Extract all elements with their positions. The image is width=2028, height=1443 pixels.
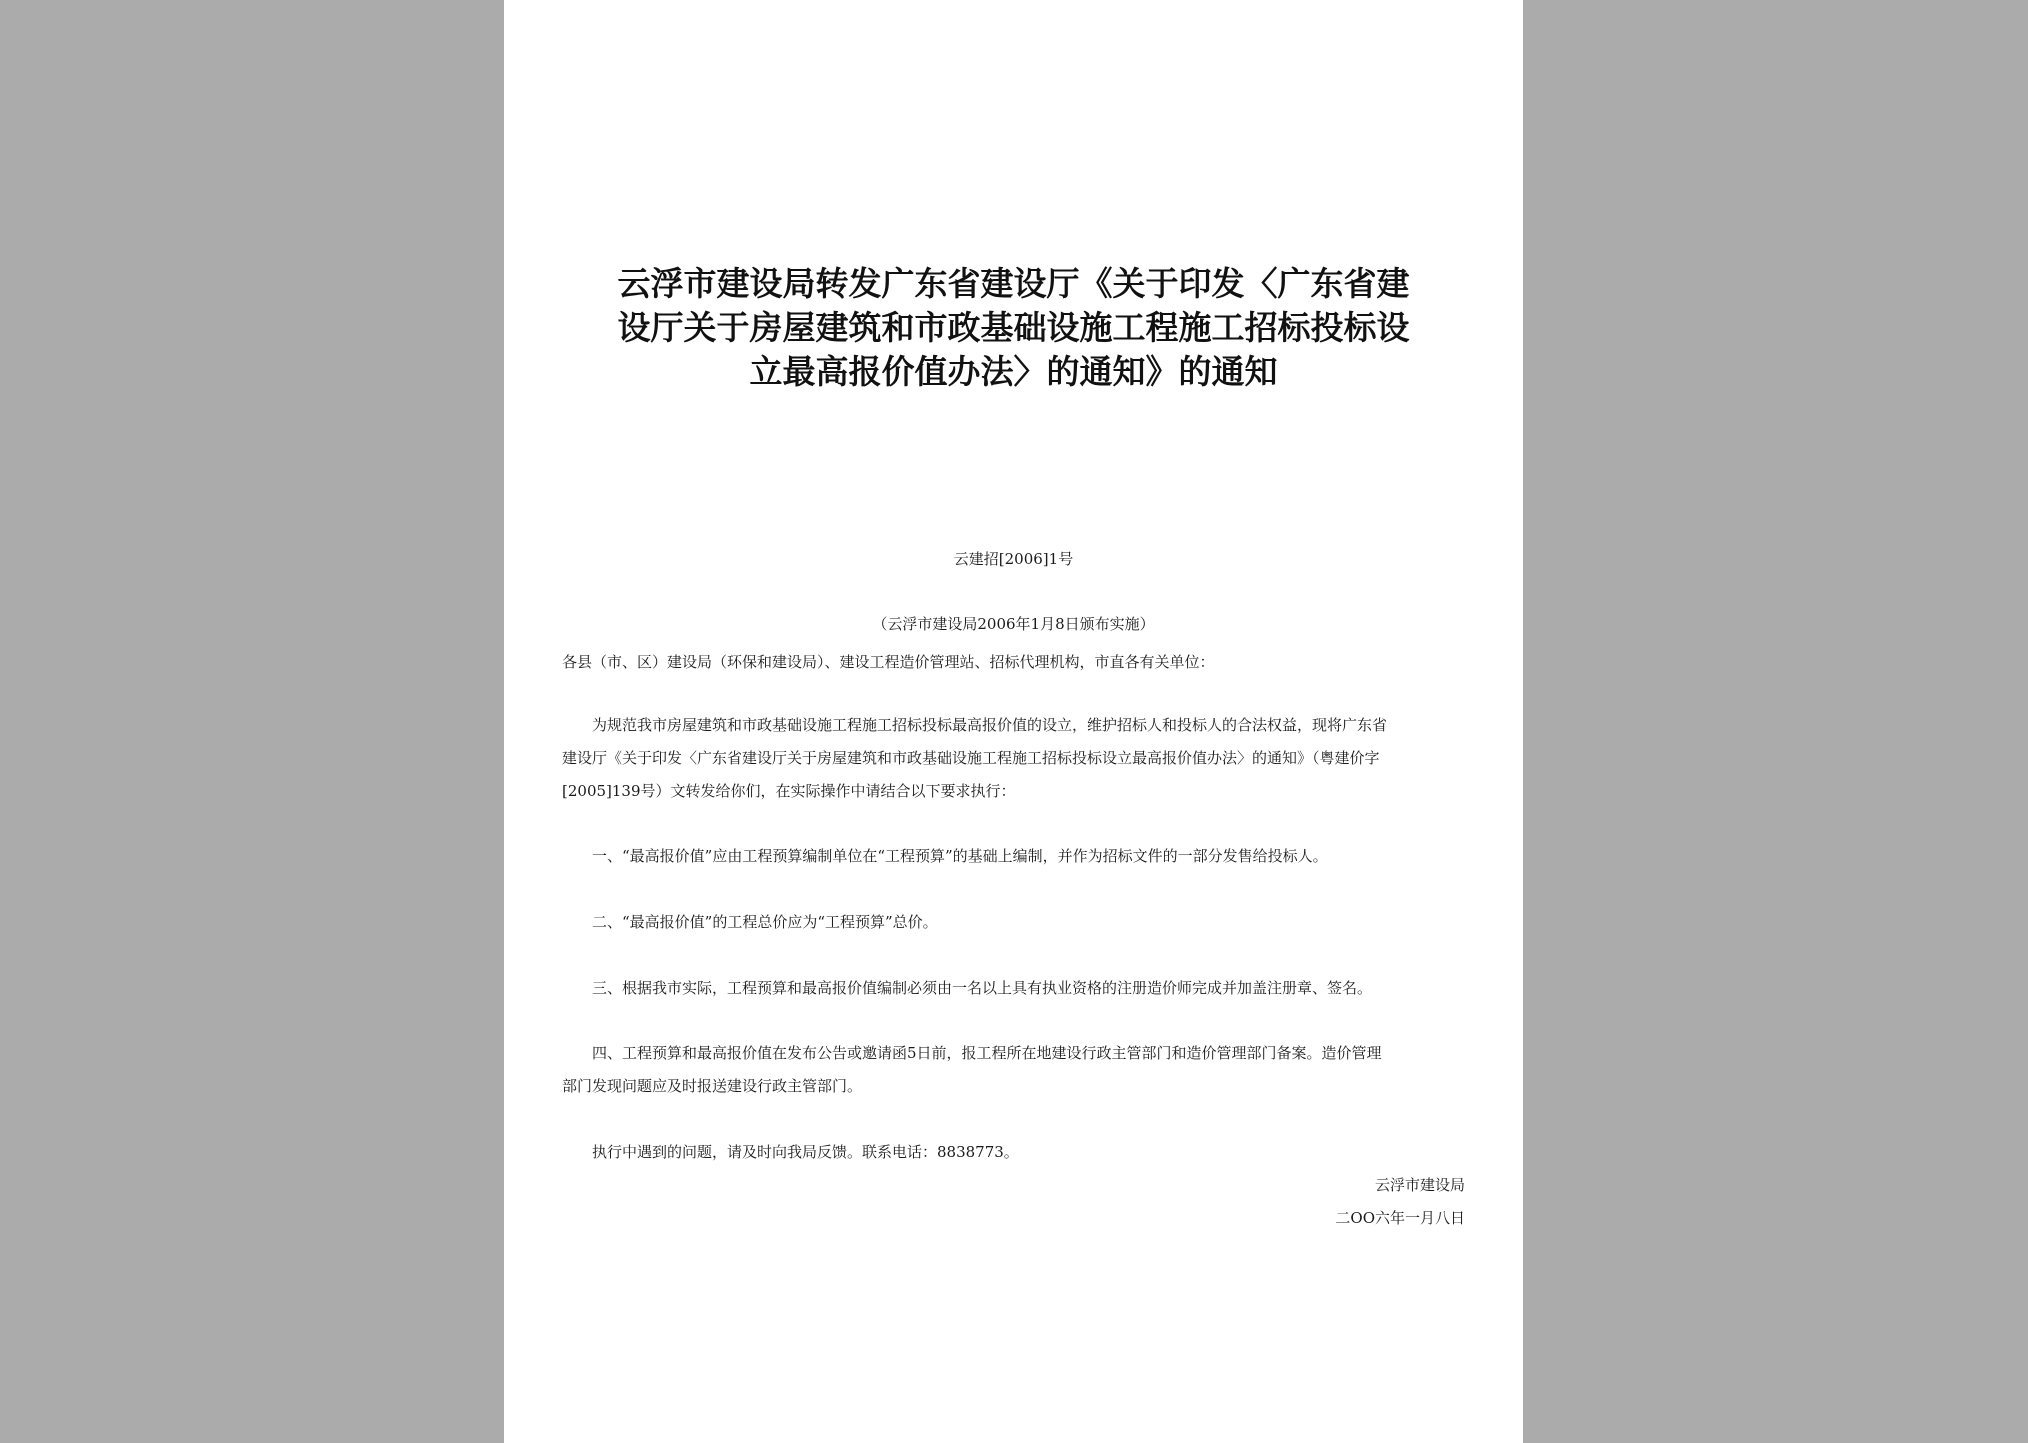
signature-date: 二OO六年一月八日 (1335, 1209, 1465, 1227)
issued-note: （云浮市建设局2006年1月8日颁布实施） (872, 615, 1155, 633)
item-4 (562, 1037, 1482, 1103)
intro-line-3: [2005]139号）文转发给你们，在实际操作中请结合以下要求执行： (562, 782, 1016, 800)
intro-line-2: 建设厅《关于印发〈广东省建设厅关于房屋建筑和市政基础设施工程施工招标投标设立最高报价值办法〉的通知》（粤建价字 (562, 749, 1380, 767)
item-2: 二、“最高报价值”的工程总价应为“工程预算”总价。 (592, 913, 938, 931)
document-page (504, 0, 1523, 1443)
item-1: 一、“最高报价值”应由工程预算编制单位在“工程预算”的基础上编制，并作为招标文件的一部分发售给投标人。 (592, 847, 1328, 865)
signer: 云浮市建设局 (1374, 1176, 1465, 1194)
closing-line: 执行中遇到的问题，请及时向我局反馈。联系电话：8838773。 (592, 1143, 1019, 1161)
recipients: 各县（市、区）建设局（环保和建设局）、建设工程造价管理站、招标代理机构，市直各有关单位： (562, 653, 1215, 671)
document-title (544, 262, 1483, 394)
title-line-2: 设厅关于房屋建筑和市政基础设施工程施工招标投标设 (617, 308, 1410, 347)
item-4-line-2: 部门发现问题应及时报送建设行政主管部门。 (562, 1077, 863, 1095)
title-line-3: 立最高报价值办法〉的通知》的通知 (749, 352, 1278, 391)
intro-line-1: 为规范我市房屋建筑和市政基础设施工程施工招标投标最高报价值的设立，维护招标人和投标人的合法权益，现将广东省 (592, 716, 1388, 734)
document-number: 云建招[2006]1号 (953, 550, 1074, 568)
item-3: 三、根据我市实际，工程预算和最高报价值编制必须由一名以上具有执业资格的注册造价师完成并加盖注册章、签名。 (592, 979, 1373, 997)
item-4-line-1: 四、工程预算和最高报价值在发布公告或邀请函5日前，报工程所在地建设行政主管部门和造价管理部门备案。造价管理 (592, 1044, 1382, 1062)
intro-paragraph (562, 709, 1482, 808)
title-line-1: 云浮市建设局转发广东省建设厅《关于印发〈广东省建 (617, 264, 1410, 303)
